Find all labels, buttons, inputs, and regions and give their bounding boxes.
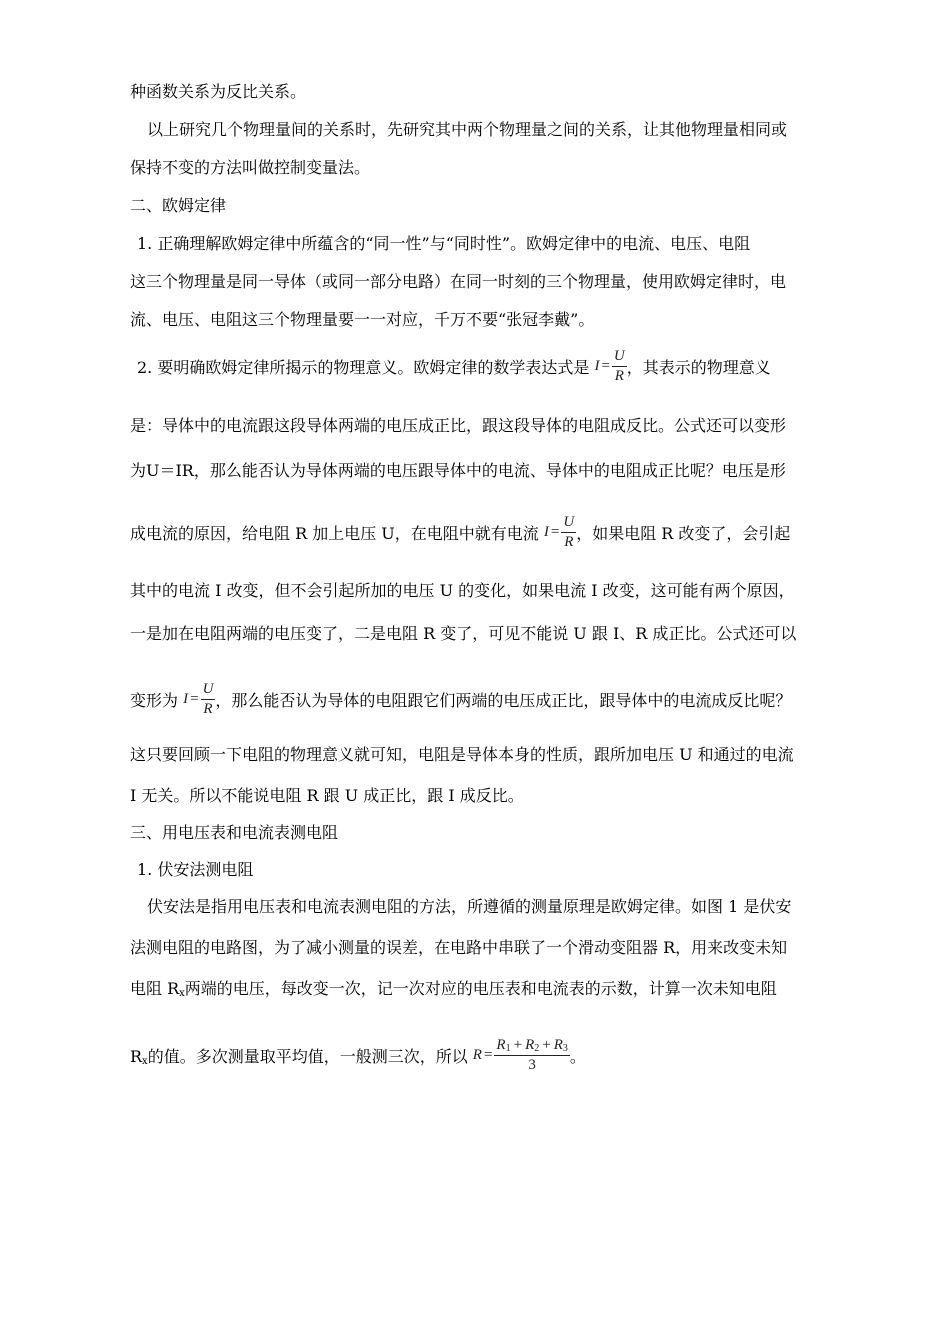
formula-equals: = bbox=[601, 358, 610, 374]
text-segment: 电阻 R bbox=[130, 979, 180, 998]
text-segment: 两端的电压，每改变一次，记一次对应的电压表和电流表的示数，计算一次未知电阻 bbox=[184, 979, 777, 998]
plus-sign: + bbox=[513, 1037, 523, 1053]
paragraph-line-with-formula bbox=[137, 348, 771, 386]
formula-numerator bbox=[494, 1038, 569, 1056]
paragraph-line-with-formula bbox=[130, 681, 792, 719]
plus-sign: + bbox=[542, 1037, 551, 1053]
paragraph-line: 法测电阻的电路图，为了减小测量的误差，在电路中串联了一个滑动变阻器 R，用来改变未知 bbox=[130, 938, 788, 957]
formula-equals: = bbox=[190, 691, 199, 707]
text-segment: ，那么能否认为导体的电阻跟它们两端的电压成正比，跟导体中的电流成反比呢？ bbox=[215, 691, 792, 710]
term: R bbox=[553, 1037, 563, 1053]
paragraph-line: 种函数关系为反比关系。 bbox=[130, 82, 307, 101]
section-heading-resistance-measurement: 三、用电压表和电流表测电阻 bbox=[130, 823, 339, 842]
paragraph-line: 伏安法是指用电压表和电流表测电阻的方法，所遵循的测量原理是欧姆定律。如图 1 是伏安 bbox=[147, 897, 792, 916]
paragraph-line: 一是加在电阻两端的电压变了，二是电阻 R 变了，可见不能说 U 跟 I、R 成正比。公式还可以 bbox=[130, 624, 797, 643]
text-segment: 2. 要明确欧姆定律所揭示的物理意义。欧姆定律的数学表达式是 bbox=[137, 358, 595, 377]
term-subscript: 3 bbox=[562, 1043, 568, 1054]
term: R bbox=[525, 1037, 535, 1053]
formula-denominator: 3 bbox=[528, 1057, 536, 1073]
paragraph-line: 1. 正确理解欧姆定律中所蕴含的“同一性”与“同时性”。欧姆定律中的电流、电压、电阻 bbox=[137, 234, 751, 253]
paragraph-line-with-formula bbox=[130, 1037, 586, 1075]
text-segment: ，如果电阻 R 改变了，会引起 bbox=[576, 524, 791, 543]
ohm-formula bbox=[183, 682, 215, 717]
formula-numerator: U bbox=[561, 515, 576, 533]
formula-fraction bbox=[561, 515, 576, 550]
formula-numerator: U bbox=[612, 349, 627, 367]
formula-lhs: R bbox=[472, 1046, 482, 1063]
text-segment: 的值。多次测量取平均值，一般测三次，所以 bbox=[147, 1047, 473, 1066]
formula-lhs: I bbox=[183, 690, 189, 707]
paragraph-line: 流、电压、电阻这三个物理量要一一对应，千万不要“张冠李戴”。 bbox=[130, 310, 595, 329]
term-subscript: 2 bbox=[534, 1043, 540, 1054]
paragraph-line: 为U＝IR，那么能否认为导体两端的电压跟导体中的电流、导体中的电阻成正比呢？电压是形 bbox=[130, 461, 786, 480]
text-segment: R bbox=[130, 1047, 143, 1066]
section-heading-ohms-law: 二、欧姆定律 bbox=[130, 196, 227, 215]
formula-fraction bbox=[201, 682, 216, 717]
formula-denominator: R bbox=[564, 534, 574, 550]
ohm-formula bbox=[544, 515, 576, 550]
average-resistance-formula bbox=[473, 1038, 570, 1073]
formula-equals: = bbox=[483, 1047, 493, 1063]
term: R bbox=[496, 1037, 506, 1053]
paragraph-line bbox=[130, 981, 777, 997]
paragraph-line: 其中的电流 I 改变，但不会引起所加的电压 U 的变化，如果电流 I 改变，这可能有两个原因， bbox=[130, 581, 795, 600]
subscript: x bbox=[179, 988, 185, 999]
formula-fraction bbox=[494, 1038, 569, 1073]
text-segment: 变形为 bbox=[130, 691, 184, 710]
subsection-heading: 1. 伏安法测电阻 bbox=[137, 860, 254, 879]
term-subscript: 1 bbox=[505, 1043, 511, 1054]
text-segment: ，其表示的物理意义 bbox=[626, 358, 771, 377]
formula-denominator: R bbox=[614, 368, 624, 384]
formula-fraction bbox=[612, 349, 627, 384]
formula-denominator: R bbox=[203, 701, 213, 717]
paragraph-line: 保持不变的方法叫做控制变量法。 bbox=[130, 158, 371, 177]
text-segment: 。 bbox=[569, 1047, 586, 1066]
paragraph-line-with-formula bbox=[130, 514, 791, 552]
paragraph-line: 是：导体中的电流跟这段导体两端的电压成正比，跟这段导体的电阻成反比。公式还可以变形 bbox=[130, 416, 787, 435]
subscript: x bbox=[142, 1056, 148, 1067]
paragraph-line: I 无关。所以不能说电阻 R 跟 U 成正比，跟 I 成反比。 bbox=[130, 786, 524, 805]
ohm-formula bbox=[594, 349, 626, 384]
paragraph-line: 这三个物理量是同一导体（或同一部分电路）在同一时刻的三个物理量，使用欧姆定律时，电 bbox=[130, 272, 787, 291]
paragraph-line: 以上研究几个物理量间的关系时，先研究其中两个物理量之间的关系，让其他物理量相同或 bbox=[147, 120, 788, 139]
text-segment: 成电流的原因，给电阻 R 加上电压 U，在电阻中就有电流 bbox=[130, 524, 544, 543]
formula-lhs: I bbox=[594, 357, 600, 374]
formula-lhs: I bbox=[543, 523, 549, 540]
paragraph-line: 这只要回顾一下电阻的物理意义就可知，电阻是导体本身的性质，跟所加电压 U 和通过的电流 bbox=[130, 745, 794, 764]
formula-numerator: U bbox=[201, 682, 216, 700]
formula-equals: = bbox=[550, 524, 560, 540]
